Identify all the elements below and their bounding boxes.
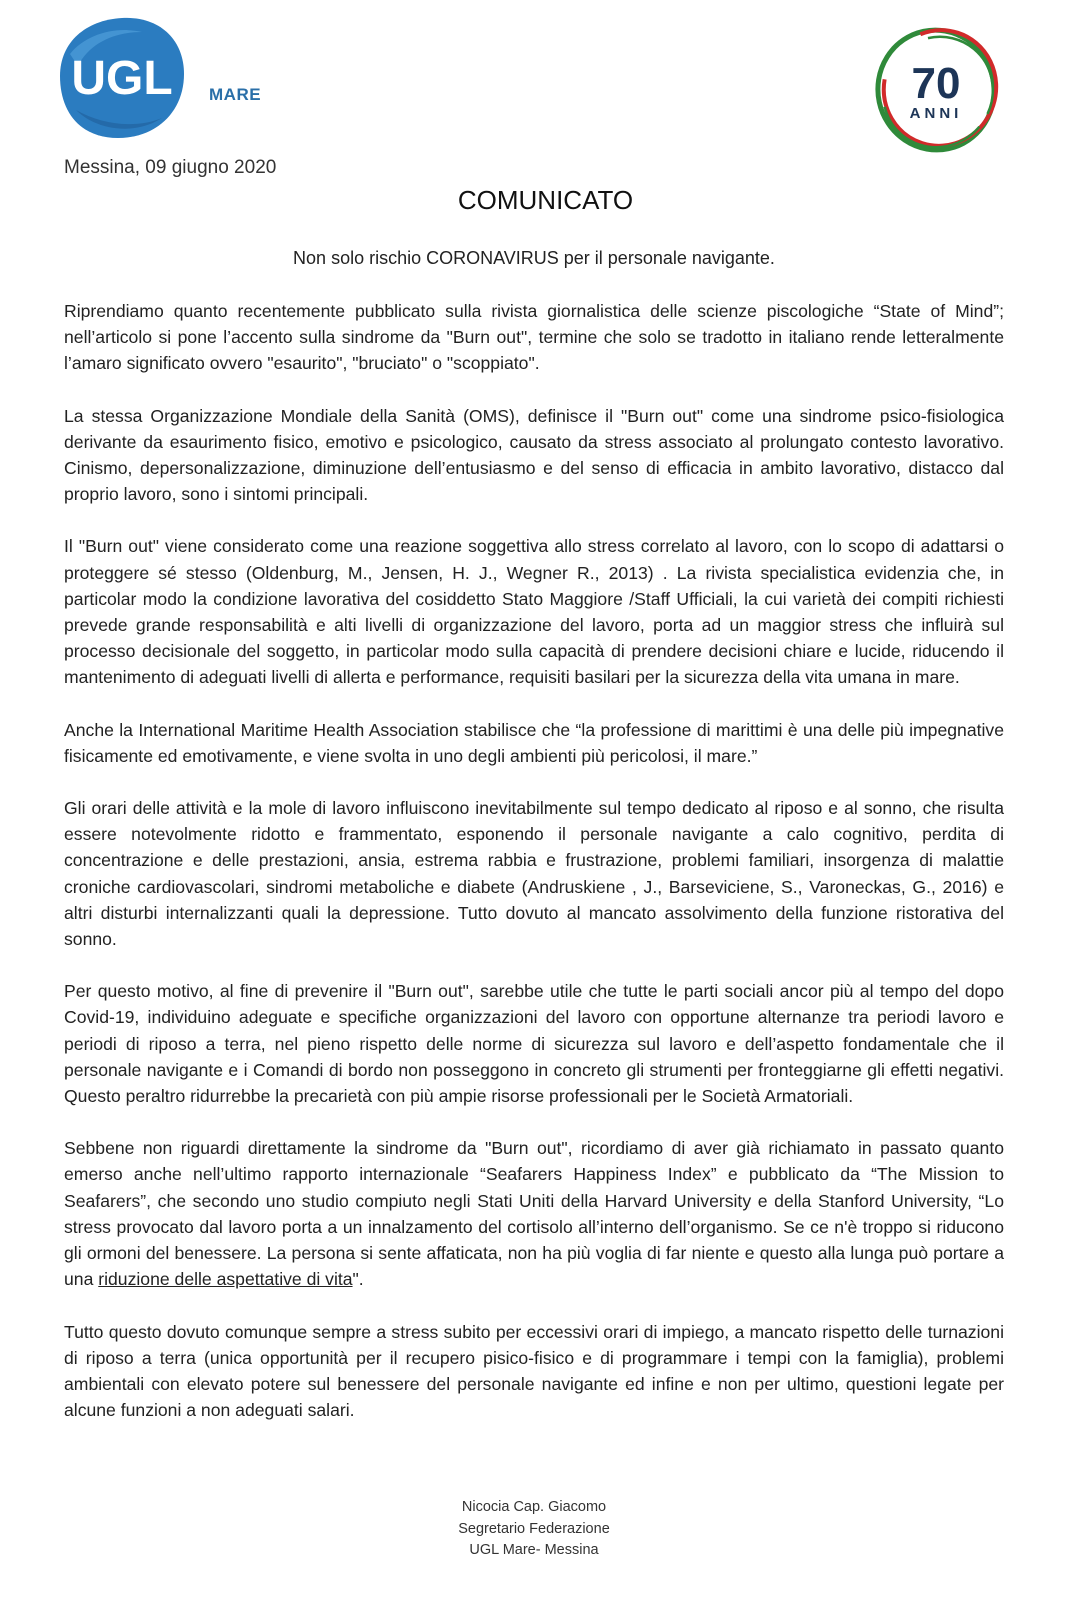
ugl-logo bbox=[56, 14, 188, 142]
date-line: Messina, 09 giugno 2020 bbox=[64, 157, 277, 178]
anniversary-logo bbox=[872, 26, 1002, 156]
paragraph-6: Per questo motivo, al fine di prevenire il "Burn out", sarebbe utile che tutte le parti sociali ancor più al tempo del dopo Covid-19, individuino adeguate e specifiche organizzazioni del lavoro con opportune alternanze tra periodi lavoro e periodi di riposo a terra, nel pieno rispetto delle norme di sicurezza sul lavoro e dell’aspetto fondamentale che il personale navigante e i Comandi di bordo non posseggono in concreto gli strumenti per fronteggiarne gli effetti negativi. Questo peraltro ridurrebbe la precarietà con più ampie risorse professionali per le Società Armatoriali. bbox=[64, 981, 1004, 1107]
logo-subtitle: MARE bbox=[209, 85, 262, 104]
underlined-phrase: riduzione delle aspettative di vita bbox=[98, 1269, 353, 1290]
paragraph-2: La stessa Organizzazione Mondiale della Sanità (OMS), definisce il "Burn out" come una sindrome psico-fisiologica derivante da esaurimento fisico, emotivo e psicologico, causato da stress associato al prolungato contesto lavorativo. Cinismo, depersonalizzazione, diminuzione dell’entusiasmo e del senso di efficacia in ambito lavorativo, distacco dal proprio lavoro, sono i sintomi principali. bbox=[64, 405, 1004, 505]
signature-name: Nicocia Cap. Giacomo bbox=[461, 1499, 607, 1515]
paragraph-5: Gli orari delle attività e la mole di lavoro influiscono inevitabilmente sul tempo dedicato al riposo e al sonno, che risulta essere notevolmente ridotto e frammentato, esponendo il personale navigante a calo cognitivo, perdita di concentrazione e delle prestazioni, ansia, estrema rabbia e frustrazione, problemi familiari, insorgenza di malattie croniche cardiovascolari, sindromi metaboliche e diabete (Andruskiene , J., Barseviciene, S., Varoneckas, G., 2016) e altri disturbi internalizzanti quali la depressione. Tutto dovuto al mancato assolvimento della funzione ristorativa del sonno. bbox=[64, 798, 1004, 950]
ugl-logo-text: UGL bbox=[71, 52, 173, 105]
paragraph-1: Riprendiamo quanto recentemente pubblicato sulla rivista giornalistica delle scienze piscologiche “State of Mind”; nell’articolo si pone l’accento sulla sindrome da "Burn out", termine che solo se tradotto in italiano rende letteralmente l’amaro significato ovvero "esaurito", "bruciato" o "scoppiato". bbox=[64, 301, 1004, 374]
document-title: COMUNICATO bbox=[457, 185, 634, 215]
signature-org: UGL Mare- Messina bbox=[469, 1542, 599, 1558]
anniversary-word: ANNI bbox=[909, 105, 963, 122]
paragraph-4: Anche la International Maritime Health Association stabilisce che “la professione di marittimi è una delle più impegnative fisicamente ed emotivamente, e viene svolta in uno degli ambienti più pericolosi, il mare.” bbox=[64, 719, 1004, 766]
letterhead bbox=[0, 0, 1091, 160]
signature-block bbox=[0, 1497, 1068, 1562]
document-subtitle: Non solo rischio CORONAVIRUS per il personale navigante. bbox=[293, 248, 775, 268]
paragraph-7-text: Sebbene non riguardi direttamente la sindrome da "Burn out", ricordiamo di aver già richiamato in passato quanto emerso anche nell’ultimo rapporto internazionale “Seafarers Happiness Index” e pubblicato da “The Mission to Seafarers”, che secondo uno studio compiuto negli Stati Uniti della Harvard University e della Stanford University, “Lo stress provocato dal lavoro porta a un innalzamento del cortisolo all’interno dell’organismo. Se ce n'è troppo si riducono gli ormoni del benessere. La persona si sente affaticata, non ha più voglia di far niente e questo alla lunga può portare a una bbox=[64, 1138, 1004, 1290]
paragraph-7-end: ". bbox=[352, 1269, 364, 1290]
paragraph-8: Tutto questo dovuto comunque sempre a stress subito per eccessivi orari di impiego, a mancato rispetto delle turnazioni di riposo a terra (unica opportunità per il recupero pisico-fisico e di programmare i tempi con la famiglia), problemi ambientali con elevato potere sul benessere del personale navigante ed infine e non per ultimo, questioni legate per alcune funzioni a non adeguati salari. bbox=[64, 1321, 1004, 1421]
anniversary-number: 70 bbox=[911, 59, 961, 108]
signature-role: Segretario Federazione bbox=[458, 1520, 610, 1537]
paragraph-3: Il "Burn out" viene considerato come una reazione soggettiva allo stress correlato al lavoro, con lo scopo di adattarsi o proteggere sé stesso (Oldenburg, M., Jensen, H. J., Wegner R., 2013) . La rivista specialistica evidenzia che, in particolar modo la condizione lavorativa del cosiddetto Stato Maggiore /Staff Ufficiali, la cui varietà dei compiti richiesti prevede grande responsabilità e alti livelli di organizzazione del lavoro, porta ad un maggior stress che influirà sul processo decisionale del soggetto, in particolar modo sulla capacità di prendere decisioni chiare e lucide, riducendo il mantenimento di adeguati livelli di allerta e performance, requisiti basilari per la sicurezza della vita umana in mare. bbox=[64, 536, 1004, 688]
document-body bbox=[64, 298, 1004, 1449]
paragraph-7 bbox=[64, 1135, 1004, 1292]
